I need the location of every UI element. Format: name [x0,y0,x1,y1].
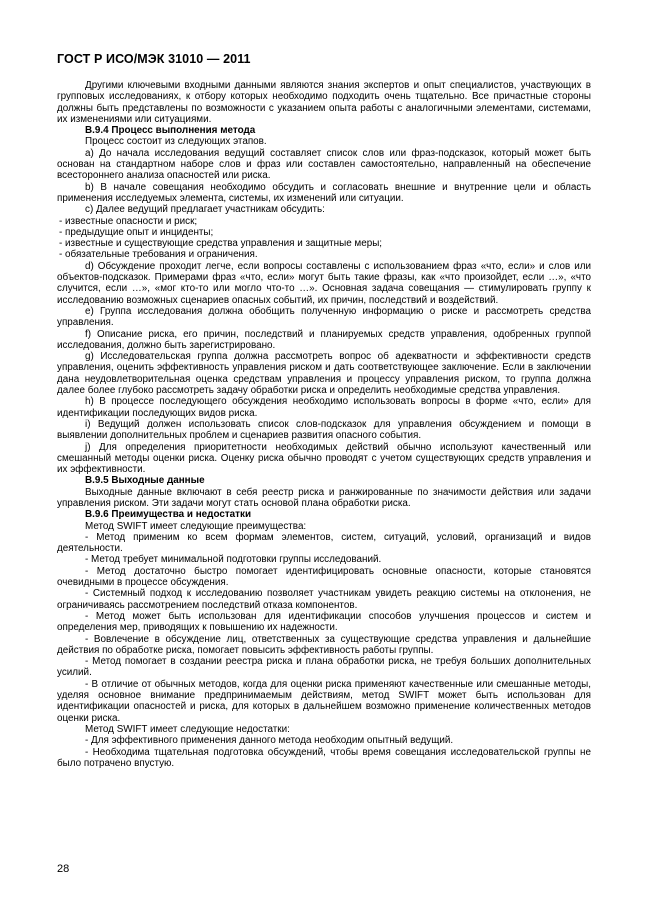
paragraph: - Метод помогает в создании реестра риска и плана обработки риска, не требуя больших дополнительных усилий. [57,656,591,679]
paragraph: f) Описание риска, его причин, последствий и планируемых средств управления, одобренных группой исследования, должно быть зарегистрировано. [57,328,591,351]
paragraph: - Для эффективного применения данного метода необходим опытный ведущий. [85,735,454,747]
document-header: ГОСТ Р ИСО/МЭК 31010 — 2011 [57,52,251,66]
paragraph: j) Для определения приоритетности необходимых действий обычно используют качественный или смешанный методы оценки риска. Оценку риска обычно проводят с учетом существующих средств управления и их эффективности. [57,441,591,476]
paragraph: - Системный подход к исследованию позволяет участникам увидеть реакцию системы на отклонения, не ограничиваясь рассмотрением последствий отказа компонентов. [57,588,591,611]
list-item: - обязательные требования и ограничения. [59,249,258,261]
list-item: - известные опасности и риск; [59,215,198,227]
paragraph: a) До начала исследования ведущий составляет список слов или фраз-подсказок, который может быть основан на стандартном наборе слов и фраз или составлен самостоятельно, направленный на обеспечение всестороннего анализа опасностей или риска. [57,147,591,182]
section-heading: В.9.4 Процесс выполнения метода [85,125,256,137]
paragraph: b) В начале совещания необходимо обсудить и согласовать внешние и внутренние цели и область применения исследуемых элемента, системы, их изменений или ситуации. [57,181,591,204]
paragraph: Другими ключевыми входными данными являются знания экспертов и опыт специалистов, участвующих в групповых исследованиях, к отбору которых необходимо подходить очень тщательно. Все причастные стороны должны быть представлены по возможности с указанием опыта работы с аналогичными элементами, системами, их изменениями или ситуациями. [57,80,591,125]
paragraph: c) Далее ведущий предлагает участникам обсудить: [85,204,325,216]
paragraph: e) Группа исследования должна обобщить полученную информацию о риске и рассмотреть средства управления. [57,305,591,329]
paragraph: - Вовлечение в обсуждение лиц, ответственных за существующие средства управления и дальнейшие действия по обработке риска, помогает повысить эффективность работы группы. [57,633,591,656]
paragraph: i) Ведущий должен использовать список слов-подсказок для управления обсуждением и помощи в выявлении дополнительных проблем и сценариев развития опасного события. [57,418,591,442]
paragraph: d) Обсуждение проходит легче, если вопросы составлены с использованием фраз «что, если» и слов или объектов-подсказок. Примерами фраз «что, если» могут быть такие фразы, как «что произойдет, если …», «что случится, если …», «мог кто-то или могло что-то …». Основная задача совещания — стимулировать группу к исследованию возможных сценариев опасных событий, их причин, последствий и воздействий. [57,260,591,306]
paragraph: - Необходима тщательная подготовка обсуждений, чтобы время совещания исследовательской группы не было потрачено впустую. [57,746,591,769]
paragraph: Метод SWIFT имеет следующие недостатки: [85,723,290,735]
paragraph: g) Исследовательская группа должна рассмотреть вопрос об адекватности и эффективности средств управления, оценить эффективность управления риском и дать соответствующее заключение. Если в заключении дана неудовлетворительная оценка средствам управления и процессу управления риском, то группа должна далее более глубоко рассмотреть задачу обработки риска и определить необходимые средства управления. [57,351,591,397]
section-heading: В.9.5 Выходные данные [85,475,205,487]
paragraph: Выходные данные включают в себя реестр риска и ранжированные по значимости действия или задачи управления риском. Эти задачи могут стать основой плана обработки риска. [57,486,591,509]
paragraph: Процесс состоит из следующих этапов. [85,136,267,148]
section-heading: В.9.6 Преимущества и недостатки [85,509,252,521]
paragraph: - Метод применим ко всем формам элементов, систем, ситуаций, условий, организаций и видов деятельности. [57,531,591,555]
document-body [57,80,591,769]
paragraph: - Метод достаточно быстро помогает идентифицировать основные опасности, которые становятся очевидными в процессе обсуждения. [57,565,591,589]
paragraph: - В отличие от обычных методов, когда для оценки риска применяют качественные или смешанные методы, уделяя основное внимание предпринимаемым действиям, метод SWIFT может быть использован для идентификации опасностей и риска, для которых в дальнейшем возможно применение количественных методов оценки риска. [57,678,591,724]
paragraph: - Метод может быть использован для идентификации способов улучшения процессов и систем и определения мер, приводящих к повышению их надежности. [57,610,591,634]
paragraph: Метод SWIFT имеет следующие преимущества: [85,520,307,532]
paragraph: - Метод требует минимальной подготовки группы исследований. [85,554,382,566]
list-item: - известные и существующие средства управления и защитные меры; [59,238,383,250]
page-number: 28 [57,863,70,875]
list-item: - предыдущие опыт и инциденты; [59,226,214,238]
paragraph: h) В процессе последующего обсуждения необходимо использовать вопросы в форме «что, если» для идентификации последующих видов риска. [57,396,591,419]
